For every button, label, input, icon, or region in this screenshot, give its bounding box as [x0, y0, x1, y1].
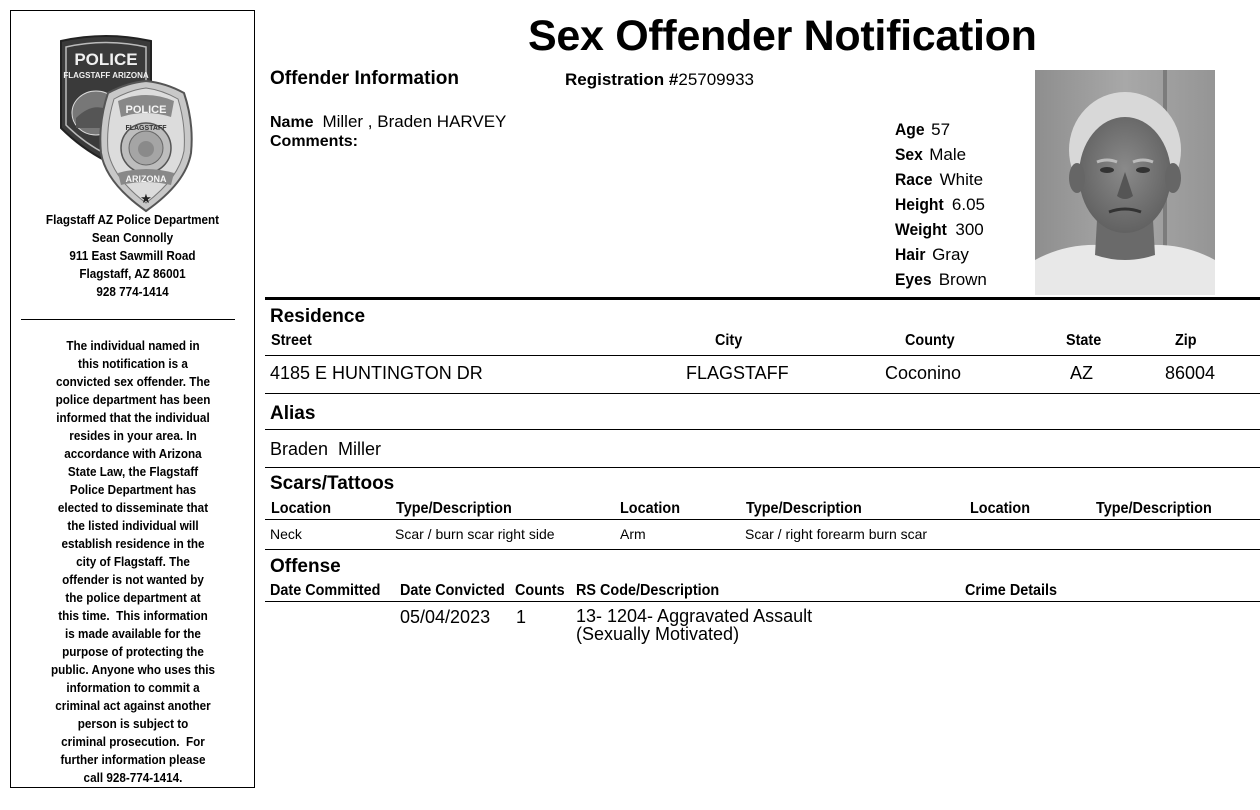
sidebar-divider — [21, 319, 235, 320]
disclaimer-line: The individual named in — [66, 338, 200, 353]
residence-header-county: County — [905, 332, 955, 349]
stat-value: 300 — [955, 220, 984, 239]
address-line-2: Flagstaff, AZ 86001 — [79, 266, 186, 281]
alias-value: Braden Miller — [270, 439, 382, 459]
residence-zip: 86004 — [1165, 363, 1216, 383]
scars-header-rule — [265, 519, 1260, 520]
police-badge-logo — [56, 33, 206, 218]
offense-date-convicted: 05/04/2023 — [400, 607, 491, 627]
department-contact — [23, 211, 242, 301]
offense-rs-code-line-1: 13- 1204- Aggravated Assault — [576, 606, 813, 626]
offense-header-rs-code: RS Code/Description — [576, 582, 720, 599]
residence-header-zip: Zip — [1175, 332, 1197, 349]
stat-label: Weight — [895, 220, 947, 239]
offense-header-date-committed: Date Committed — [270, 582, 381, 599]
disclaimer-line: person is subject to — [77, 716, 189, 731]
offender-info-divider — [265, 297, 1260, 300]
residence-header-state: State — [1066, 332, 1102, 349]
stat-sex — [895, 145, 987, 170]
stat-value: Male — [929, 145, 967, 164]
offender-stats — [895, 120, 987, 295]
disclaimer-line: elected to disseminate that — [57, 500, 209, 515]
stat-height — [895, 195, 987, 220]
stat-eyes — [895, 270, 987, 295]
scar-description-2: Scar / right forearm burn scar — [745, 526, 928, 542]
stat-label: Eyes — [895, 270, 932, 289]
registration-number — [565, 70, 754, 90]
name-value: Miller , Braden HARVEY — [322, 112, 507, 131]
disclaimer-line: call 928-774-1414. — [83, 770, 183, 785]
stat-label: Hair — [895, 245, 926, 264]
disclaimer-line: State Law, the Flagstaff — [67, 464, 199, 479]
disclaimer-line: further information please — [60, 752, 206, 767]
scar-description-1: Scar / burn scar right side — [395, 526, 555, 542]
offense-heading: Offense — [270, 556, 341, 577]
disclaimer-line: city of Flagstaff. The — [76, 554, 190, 569]
page-title: Sex Offender Notification — [528, 12, 1037, 60]
scars-bottom-rule — [265, 549, 1260, 550]
stat-value: 6.05 — [951, 195, 985, 214]
scars-tattoos-heading: Scars/Tattoos — [270, 473, 395, 494]
stat-label: Height — [895, 195, 944, 214]
svg-text:★: ★ — [140, 192, 152, 207]
department-sidebar — [10, 10, 255, 788]
residence-header-city: City — [715, 332, 743, 349]
disclaimer-line: information to commit a — [66, 680, 200, 695]
offense-rs-code — [576, 607, 812, 643]
scars-header-description-2: Type/Description — [746, 500, 862, 517]
disclaimer-line: convicted sex offender. The — [55, 374, 211, 389]
residence-state: AZ — [1070, 363, 1094, 383]
name-label: Name — [270, 114, 314, 131]
stat-weight — [895, 220, 987, 245]
contact-name: Sean Connolly — [91, 230, 174, 245]
stat-label: Age — [895, 120, 925, 139]
stat-hair — [895, 245, 987, 270]
svg-text:ARIZONA: ARIZONA — [125, 174, 167, 184]
alias-header-rule — [265, 429, 1260, 430]
svg-text:POLICE: POLICE — [125, 104, 167, 116]
disclaimer-line: criminal act against another — [55, 698, 211, 713]
disclaimer-line: the police department at — [65, 590, 201, 605]
disclaimer-line: police department has been — [55, 392, 211, 407]
scar-location-2: Arm — [620, 526, 646, 542]
disclaimer-text — [45, 337, 221, 787]
alias-bottom-rule — [265, 467, 1260, 468]
offense-rs-code-line-2: (Sexually Motivated) — [576, 624, 740, 644]
scars-header-description-3: Type/Description — [1096, 500, 1212, 517]
offense-header-crime-details: Crime Details — [965, 582, 1058, 599]
phone-number: 928 774-1414 — [96, 284, 169, 299]
scars-header-location-3: Location — [970, 500, 1031, 517]
offender-photo — [1035, 70, 1215, 295]
residence-street: 4185 E HUNTINGTON DR — [270, 363, 483, 383]
alias-heading: Alias — [270, 403, 316, 424]
scar-location-1: Neck — [270, 526, 302, 542]
disclaimer-line: this time. This information — [58, 608, 208, 623]
disclaimer-line: is made available for the — [65, 626, 201, 641]
disclaimer-line: the listed individual will — [67, 518, 199, 533]
offense-header-date-convicted: Date Convicted — [400, 582, 505, 599]
registration-label: Registration # — [565, 70, 679, 89]
stat-value: 57 — [931, 120, 951, 139]
stat-label: Race — [895, 170, 933, 189]
stat-value: Gray — [932, 245, 969, 264]
disclaimer-line: purpose of protecting the — [62, 644, 204, 659]
department-name: Flagstaff AZ Police Department — [45, 212, 220, 227]
residence-county: Coconino — [885, 363, 962, 383]
svg-text:POLICE: POLICE — [74, 50, 138, 69]
disclaimer-line: Police Department has — [69, 482, 197, 497]
offense-counts: 1 — [516, 607, 527, 627]
offender-info-heading: Offender Information — [270, 68, 459, 89]
stat-label: Sex — [895, 145, 923, 164]
residence-city: FLAGSTAFF — [686, 363, 789, 383]
disclaimer-line: accordance with Arizona — [64, 446, 202, 461]
disclaimer-line: this notification is a — [78, 356, 188, 371]
svg-text:FLAGSTAFF ARIZONA: FLAGSTAFF ARIZONA — [63, 71, 149, 80]
offense-header-counts: Counts — [515, 582, 565, 599]
disclaimer-line: offender is not wanted by — [62, 572, 204, 587]
stat-race — [895, 170, 987, 195]
scars-header-location-1: Location — [271, 500, 332, 517]
stat-value: Brown — [938, 270, 987, 289]
stat-value: White — [939, 170, 984, 189]
svg-text:FLAGSTAFF: FLAGSTAFF — [125, 125, 167, 132]
disclaimer-line: resides in your area. In — [69, 428, 197, 443]
scars-header-description-1: Type/Description — [396, 500, 512, 517]
scars-header-location-2: Location — [620, 500, 681, 517]
residence-heading: Residence — [270, 306, 366, 327]
address-line-1: 911 East Sawmill Road — [69, 248, 196, 263]
offender-name — [270, 112, 506, 132]
disclaimer-line: establish residence in the — [61, 536, 205, 551]
residence-bottom-rule — [265, 393, 1260, 394]
offense-header-rule — [265, 601, 1260, 602]
disclaimer-line: criminal prosecution. For — [61, 734, 205, 749]
disclaimer-line: public. Anyone who uses this — [50, 662, 216, 677]
stat-age — [895, 120, 987, 145]
residence-header-street: Street — [271, 332, 312, 349]
comments-label: Comments: — [270, 133, 359, 150]
residence-header-rule — [265, 355, 1260, 356]
disclaimer-line: informed that the individual — [56, 410, 210, 425]
registration-value: 25709933 — [678, 70, 754, 89]
